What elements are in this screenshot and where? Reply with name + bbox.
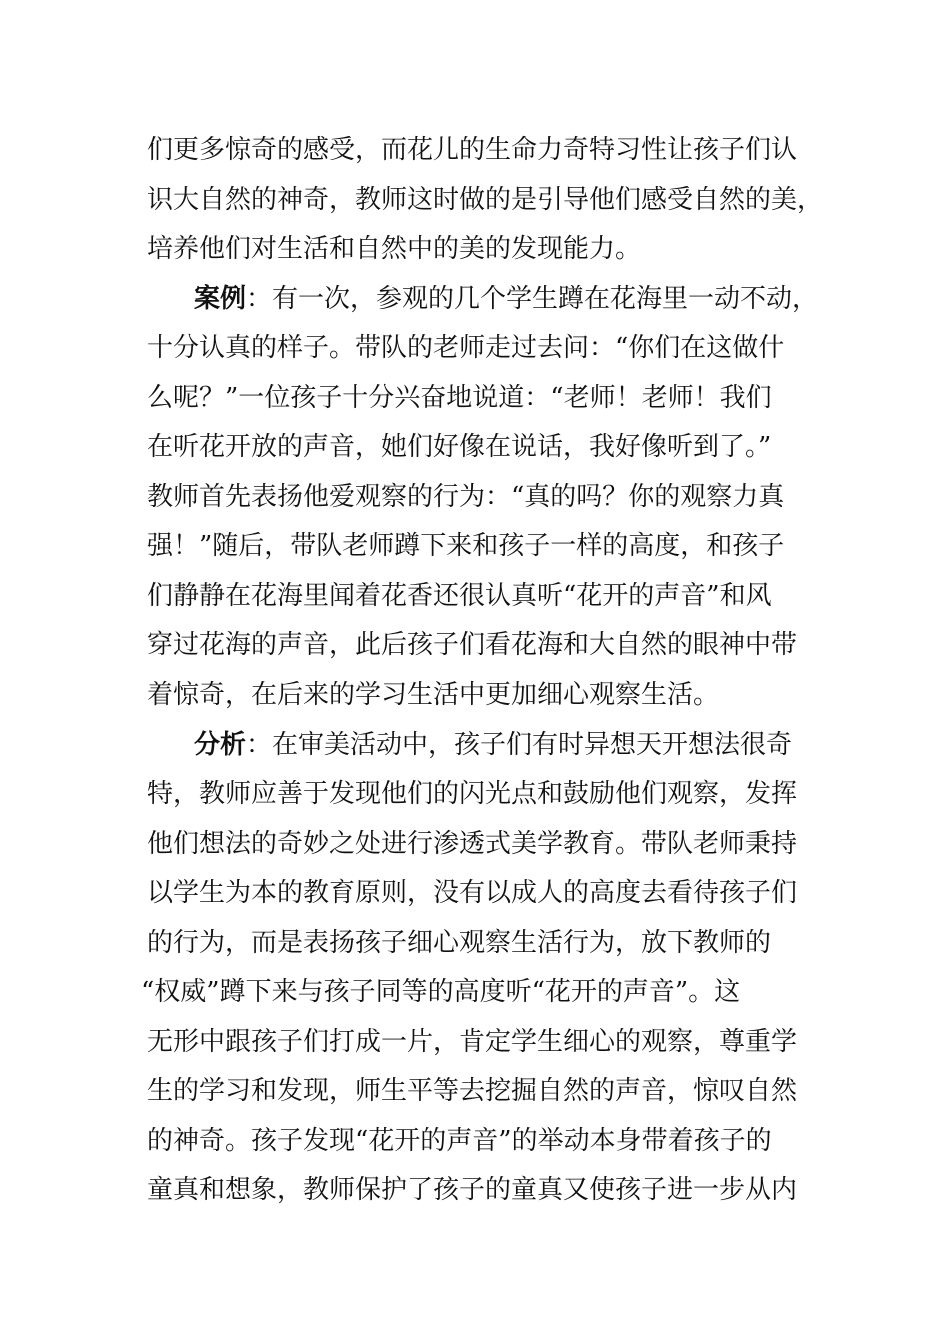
paragraph-2-line-8: 穿过花海的声音，此后孩子们看花海和大自然的眼神中带 — [147, 630, 798, 660]
analysis-label: 分析 — [194, 730, 247, 760]
paragraph-3-line-10: 童真和想象，教师保护了孩子的童真又使孩子进一步从内 — [147, 1175, 798, 1205]
case-label: 案例 — [194, 284, 247, 314]
paragraph-3-first-line — [194, 729, 807, 761]
paragraph-3-line-9: 的神奇。孩子发现“花开的声音”的举动本身带着孩子的 — [147, 1126, 772, 1156]
paragraph-2-line-3: 么呢？”一位孩子十分兴奋地说道：“老师！老师！我们 — [147, 383, 772, 413]
paragraph-3-line-7: 无形中跟孩子们打成一片，肯定学生细心的观察，尊重学 — [147, 1027, 798, 1057]
paragraph-1-line-2: 识大自然的神奇，教师这时做的是引导他们感受自然的美， — [147, 185, 824, 215]
paragraph-2-first-line-text: ：有一次，参观的几个学生蹲在花海里一动不动， — [246, 284, 819, 314]
paragraph-2-line-4: 在听花开放的声音，她们好像在说话，我好像听到了。” — [147, 432, 772, 462]
paragraph-2-line-7: 们静静在花海里闻着花香还很认真听“花开的声音”和风 — [147, 581, 772, 611]
paragraph-2-first-line — [194, 283, 819, 315]
paragraph-3-line-6: “权威”蹲下来与孩子同等的高度听“花开的声音”。这 — [141, 977, 741, 1007]
paragraph-3-line-2: 特，教师应善于发现他们的闪光点和鼓励他们观察，发挥 — [147, 779, 798, 809]
paragraph-2-line-6: 强！”随后，带队老师蹲下来和孩子一样的高度，和孩子 — [147, 531, 785, 561]
paragraph-1-line-3: 培养他们对生活和自然中的美的发现能力。 — [147, 234, 642, 264]
paragraph-3-line-5: 的行为，而是表扬孩子细心观察生活行为，放下教师的 — [147, 928, 772, 958]
paragraph-3-first-line-text: ：在审美活动中，孩子们有时异想天开想法很奇 — [246, 730, 793, 760]
paragraph-3-line-3: 他们想法的奇妙之处进行渗透式美学教育。带队老师秉持 — [147, 829, 798, 859]
paragraph-3-line-8: 生的学习和发现，师生平等去挖掘自然的声音，惊叹自然 — [147, 1076, 798, 1106]
paragraph-1-line-1: 们更多惊奇的感受，而花儿的生命力奇特习性让孩子们认 — [147, 135, 798, 165]
paragraph-2-line-2: 十分认真的样子。带队的老师走过去问：“你们在这做什 — [147, 333, 785, 363]
paragraph-2-line-5: 教师首先表扬他爱观察的行为：“真的吗？你的观察力真 — [147, 482, 785, 512]
paragraph-3-line-4: 以学生为本的教育原则，没有以成人的高度去看待孩子们 — [147, 878, 798, 908]
paragraph-2-line-9: 着惊奇，在后来的学习生活中更加细心观察生活。 — [147, 680, 720, 710]
